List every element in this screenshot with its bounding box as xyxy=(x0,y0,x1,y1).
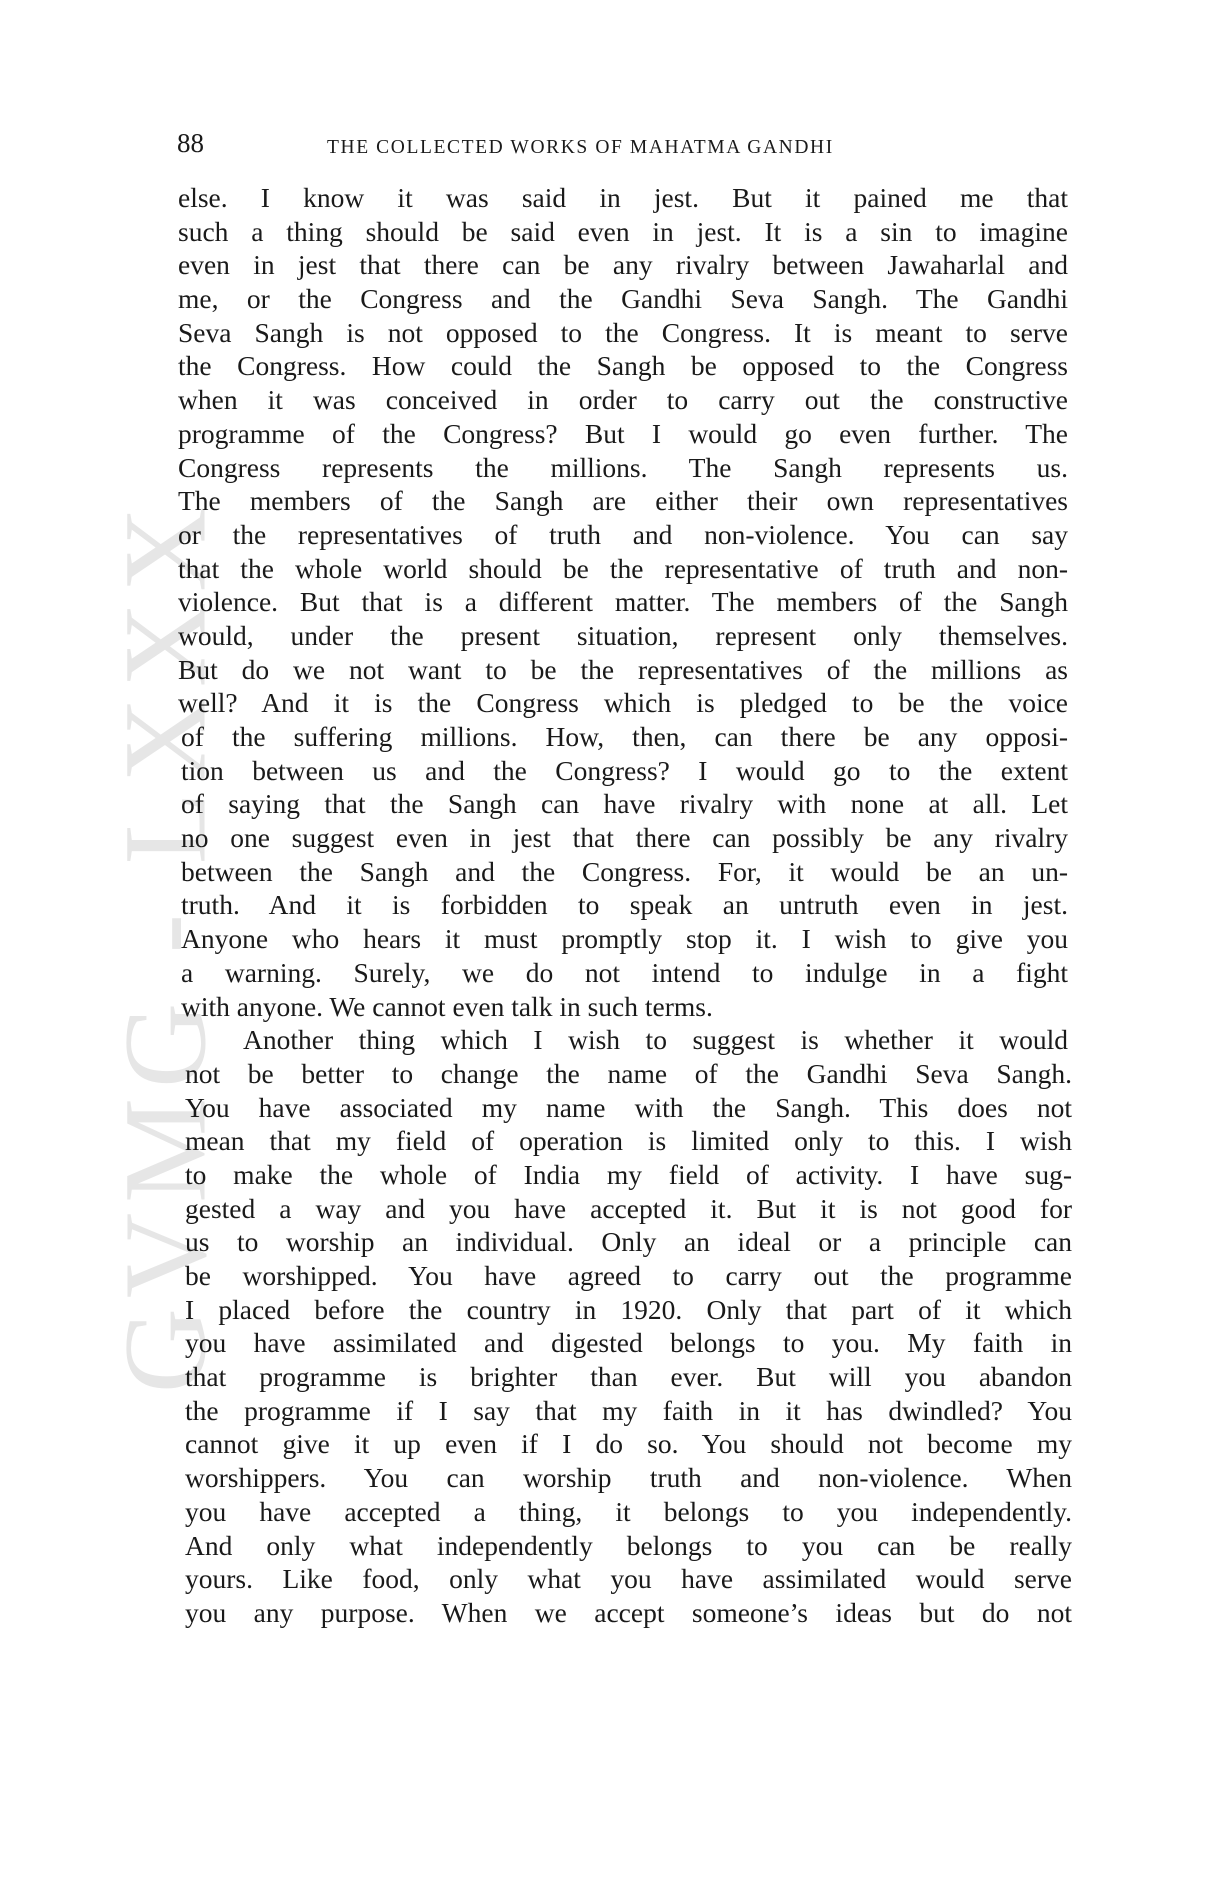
text-line: to make the whole of India my field of activity. I have sug- xyxy=(185,1158,1072,1190)
text-line: cannot give it up even if I do so. You should not become my xyxy=(185,1428,1072,1460)
text-line: yours. Like food, only what you have assimilated would serve xyxy=(185,1563,1072,1595)
text-line: truth. And it is forbidden to speak an untruth even in jest. xyxy=(181,889,1068,921)
text-line: Another thing which I wish to suggest is whether it would xyxy=(243,1024,1068,1056)
text-line: Seva Sangh is not opposed to the Congress. It is meant to serve xyxy=(178,316,1068,348)
text-line: you have accepted a thing, it belongs to you independently. xyxy=(185,1495,1072,1527)
text-line: even in jest that there can be any rivalry between Jawaharlal and xyxy=(178,249,1068,281)
text-line: well? And it is the Congress which is pledged to be the voice xyxy=(178,687,1068,719)
text-line: mean that my field of operation is limited only to this. I wish xyxy=(185,1125,1072,1157)
text-line: a warning. Surely, we do not intend to indulge in a fight xyxy=(181,956,1068,988)
text-line: But do we not want to be the representatives of the millions as xyxy=(178,653,1068,685)
text-line: tion between us and the Congress? I would go to the extent xyxy=(181,754,1068,786)
text-line: that the whole world should be the representative of truth and non- xyxy=(178,552,1068,584)
text-line: or the representatives of truth and non-violence. You can say xyxy=(178,518,1068,550)
text-line: that programme is brighter than ever. But will you abandon xyxy=(185,1361,1072,1393)
text-line: Congress represents the millions. The Sangh represents us. xyxy=(178,451,1068,483)
text-line: the Congress. How could the Sangh be opposed to the Congress xyxy=(178,350,1068,382)
running-head: THE COLLECTED WORKS OF MAHATMA GANDHI xyxy=(327,137,834,158)
text-line: no one suggest even in jest that there can possibly be any rivalry xyxy=(181,822,1068,854)
text-line: gested a way and you have accepted it. But it is not good for xyxy=(185,1192,1072,1224)
text-line: You have associated my name with the Sangh. This does not xyxy=(185,1091,1072,1123)
text-line: The members of the Sangh are either their own representatives xyxy=(178,485,1068,517)
text-line: us to worship an individual. Only an ideal or a principle can xyxy=(185,1226,1072,1258)
text-line: the programme if I say that my faith in it has dwindled? You xyxy=(185,1394,1072,1426)
page-number: 88 xyxy=(177,128,204,158)
text-line: you any purpose. When we accept someone’s ideas but do not xyxy=(185,1596,1072,1628)
text-line: programme of the Congress? But I would go even further. The xyxy=(178,417,1068,449)
text-line: between the Sangh and the Congress. For, it would be an un- xyxy=(181,855,1068,887)
text-line: such a thing should be said even in jest. It is a sin to imagine xyxy=(178,215,1068,247)
text-line: me, or the Congress and the Gandhi Seva Sangh. The Gandhi xyxy=(178,283,1068,315)
text-line: when it was conceived in order to carry out the constructive xyxy=(178,384,1068,416)
text-line: with anyone. We cannot even talk in such terms. xyxy=(181,990,713,1022)
text-line: you have assimilated and digested belongs to you. My faith in xyxy=(185,1327,1072,1359)
text-line: worshippers. You can worship truth and non-violence. When xyxy=(185,1462,1072,1494)
watermark-text: GVMG - LXXX xyxy=(99,496,230,1394)
text-line: be worshipped. You have agreed to carry out the programme xyxy=(185,1260,1072,1291)
text-line: I placed before the country in 1920. Only that part of it which xyxy=(185,1293,1072,1325)
text-line: of the suffering millions. How, then, can there be any opposi- xyxy=(181,721,1068,752)
text-line: not be better to change the name of the Gandhi Seva Sangh. xyxy=(185,1057,1072,1089)
text-line: And only what independently belongs to you can be really xyxy=(185,1529,1072,1561)
text-line: of saying that the Sangh can have rivalry with none at all. Let xyxy=(181,788,1068,820)
text-line: violence. But that is a different matter. The members of the Sangh xyxy=(178,586,1068,618)
text-line: would, under the present situation, represent only themselves. xyxy=(178,619,1068,651)
body-text xyxy=(178,181,1072,1630)
text-line: Anyone who hears it must promptly stop it. I wish to give you xyxy=(181,923,1068,955)
text-line: else. I know it was said in jest. But it pained me that xyxy=(178,182,1068,213)
